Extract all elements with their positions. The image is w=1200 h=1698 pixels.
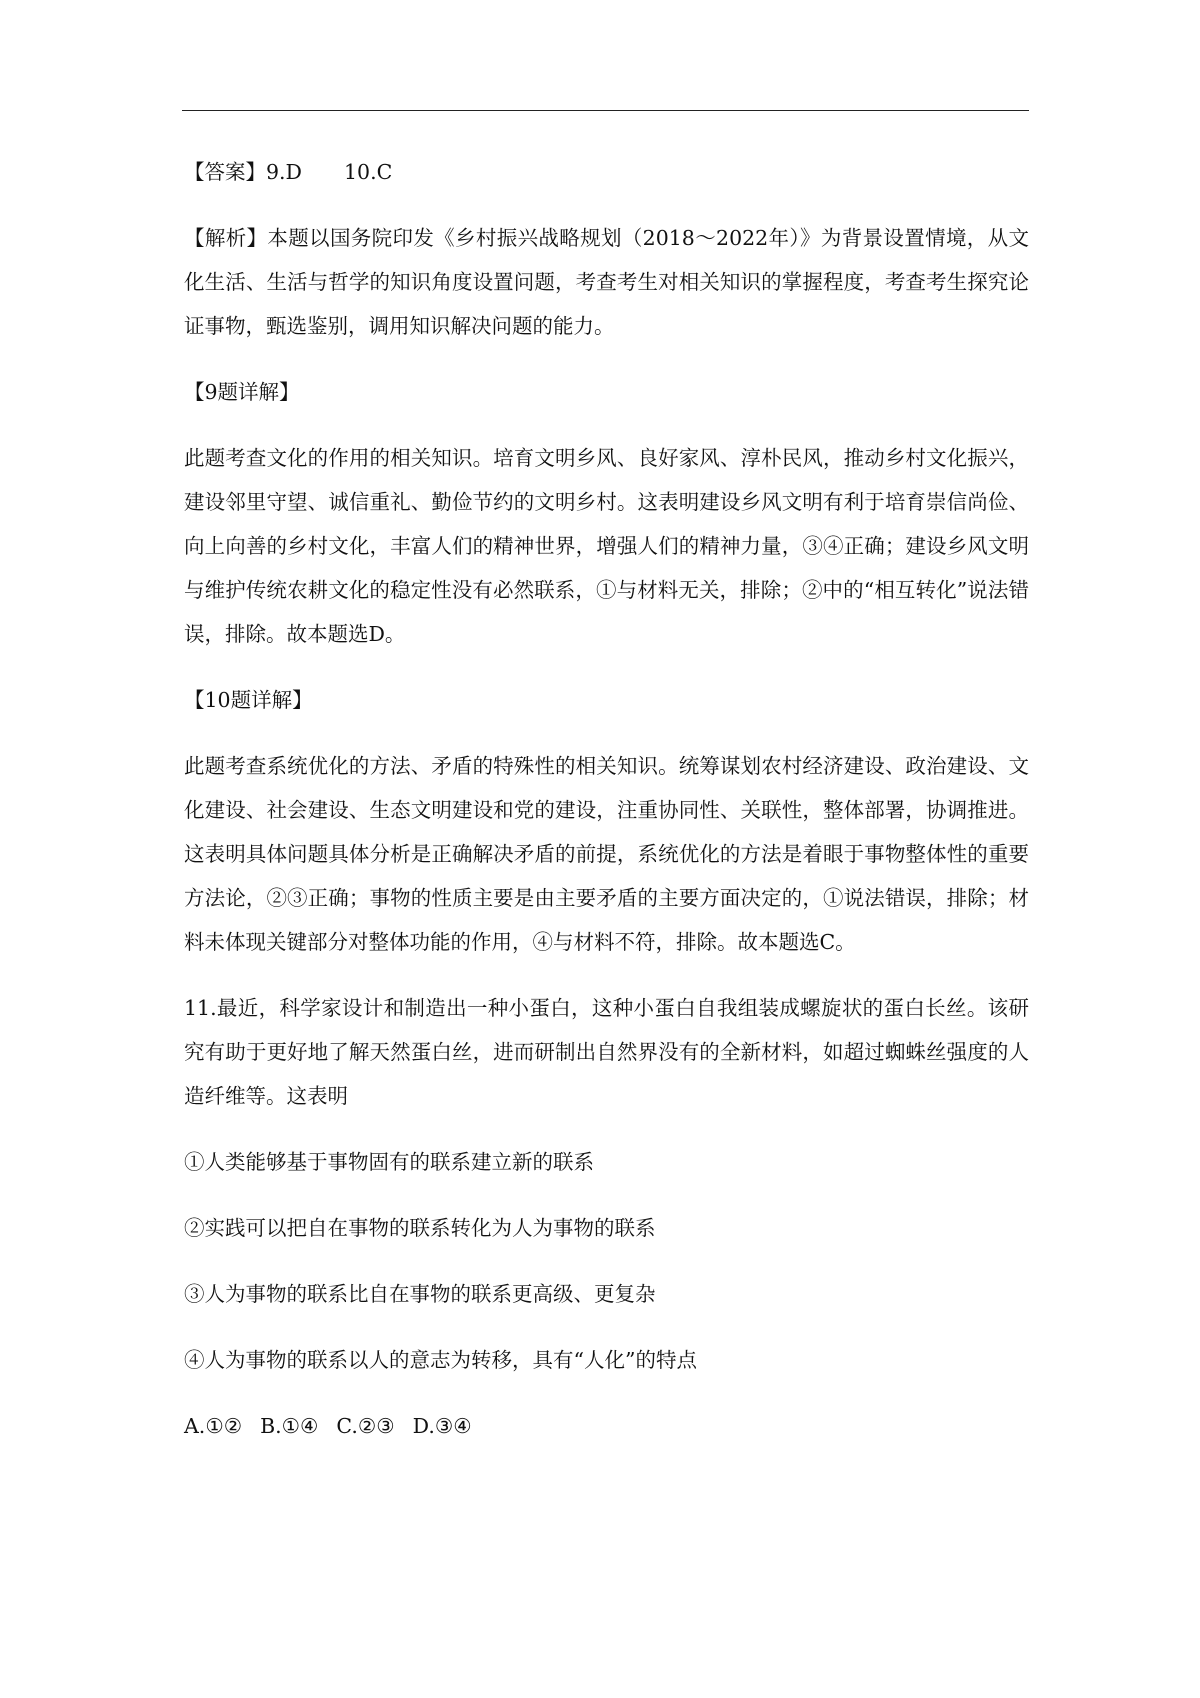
q11-statement-1: ①人类能够基于事物固有的联系建立新的联系 (184, 1150, 594, 1174)
choice-b: B.①④ (260, 1414, 319, 1438)
q10-detail-paragraph: 此题考查系统优化的方法、矛盾的特殊性的相关知识。统筹谋划农村经济建设、政治建设、文化建设、社会建设、生态文明建设和党的建设，注重协同性、关联性，整体部署，协调推进。这表明具体问题具体分析是正确解决矛盾的前提，系统优化的方法是着眼于事物整体性的重要方法论，②③正确；事物的性质主要是由主要矛盾的主要方面决定的，①说法错误，排除；材料未体现关键部分对整体功能的作用，④与材料不符，排除。故本题选C。 (184, 754, 1029, 954)
q11-stem: 11.最近，科学家设计和制造出一种小蛋白，这种小蛋白自我组装成螺旋状的蛋白长丝。该研究有助于更好地了解天然蛋白丝，进而研制出自然界没有的全新材料，如超过蜘蛛丝强度的人造纤维等。这表明 (184, 996, 1029, 1108)
q9-detail-paragraph: 此题考查文化的作用的相关知识。培育文明乡风、良好家风、淳朴民风，推动乡村文化振兴，建设邻里守望、诚信重礼、勤俭节约的文明乡村。这表明建设乡风文明有利于培育崇信尚俭、向上向善的乡村文化，丰富人们的精神世界，增强人们的精神力量，③④正确；建设乡风文明与维护传统农耕文化的稳定性没有必然联系，①与材料无关，排除；②中的“相互转化”说法错误，排除。故本题选D。 (184, 446, 1029, 646)
choice-d: D.③④ (412, 1414, 472, 1438)
answer-q10: 10.C (344, 160, 393, 184)
answer-line (184, 150, 1029, 194)
choice-a: A.①② (184, 1414, 243, 1438)
q9-detail-heading: 【9题详解】 (184, 380, 300, 404)
header-divider (182, 110, 1029, 111)
analysis-paragraph: 【解析】本题以国务院印发《乡村振兴战略规划（2018～2022年）》为背景设置情境，从文化生活、生活与哲学的知识角度设置问题，考查考生对相关知识的掌握程度，考查考生探究论证事物，甄选鉴别，调用知识解决问题的能力。 (184, 226, 1029, 338)
q11-choices (184, 1404, 1029, 1448)
answer-q9: 9.D (266, 160, 302, 184)
q11-statement-4: ④人为事物的联系以人的意志为转移，具有“人化”的特点 (184, 1348, 697, 1372)
q11-statement-2: ②实践可以把自在事物的联系转化为人为事物的联系 (184, 1216, 656, 1240)
document-content (184, 150, 1029, 1470)
choice-c: C.②③ (336, 1414, 395, 1438)
q10-detail-heading: 【10题详解】 (184, 688, 313, 712)
answer-label: 【答案】 (184, 160, 266, 184)
q11-statement-3: ③人为事物的联系比自在事物的联系更高级、更复杂 (184, 1282, 656, 1306)
